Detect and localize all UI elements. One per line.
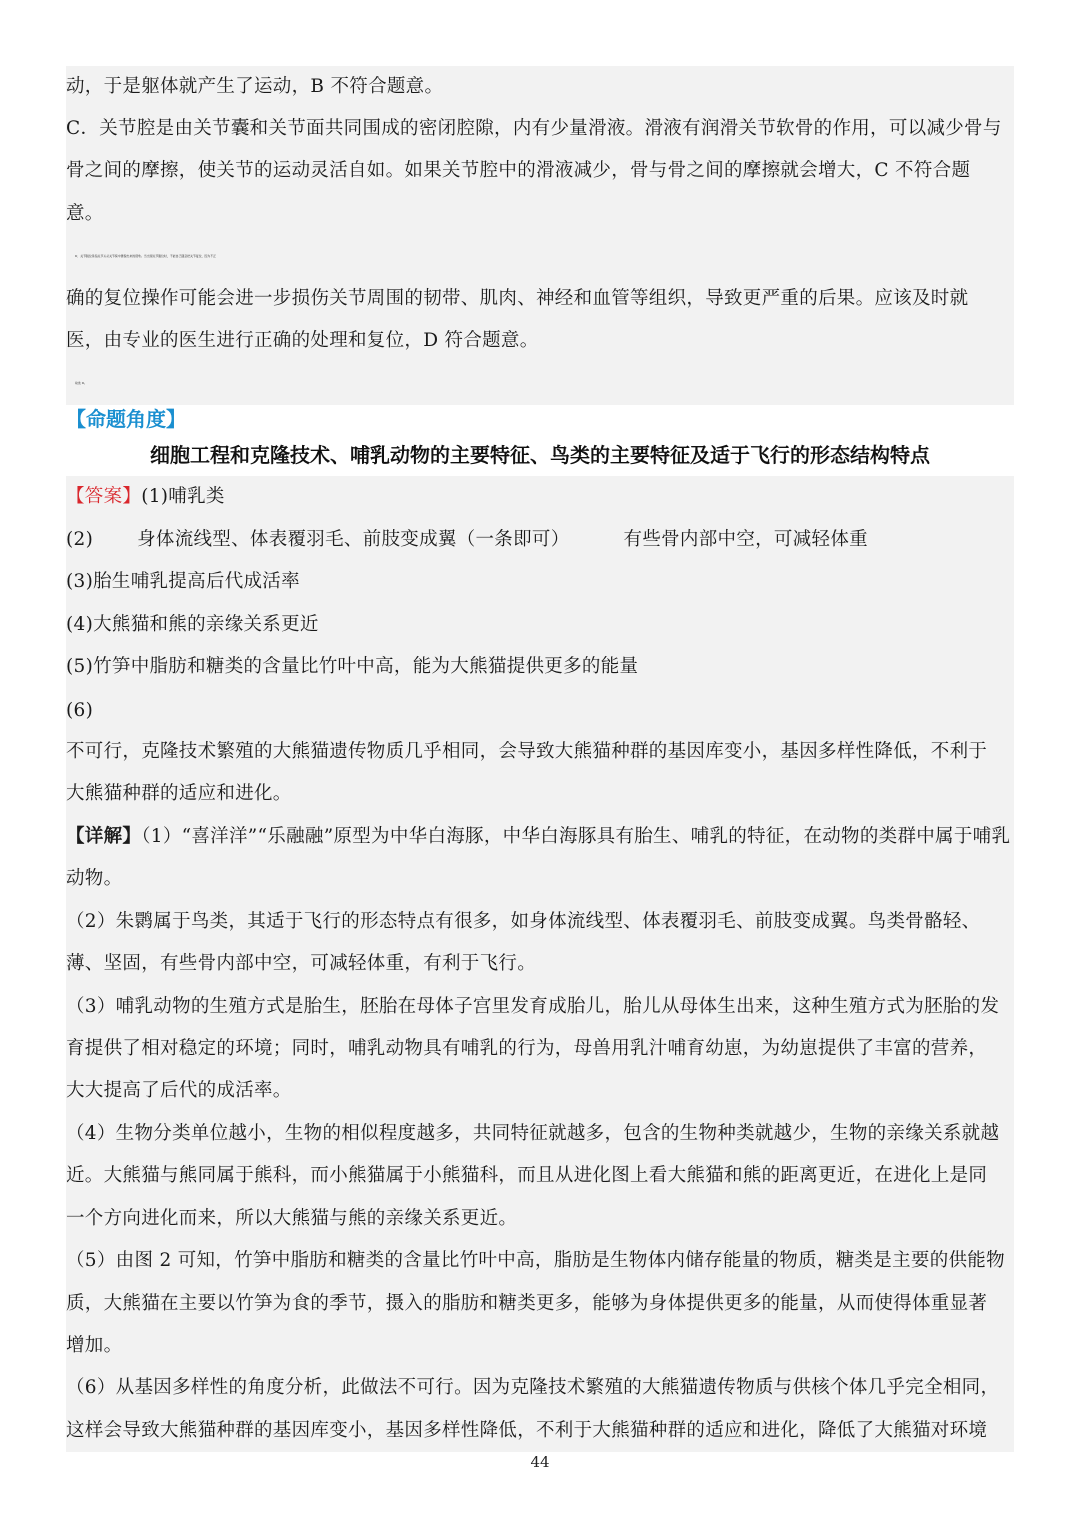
answer-label: 【答案】 <box>66 486 142 507</box>
detail-4-line3: 一个方向进化而来，所以大熊猫与熊的亲缘关系更近。 <box>66 1208 518 1229</box>
page-number: 44 <box>530 1453 550 1471</box>
detail-1-text: （1）“喜洋洋”“乐融融”原型为中华白海豚，中华白海豚具有胎生、哺乳的特征，在动物的类群中属于哺乳 <box>141 826 1011 847</box>
answer-2-number: (2) <box>66 529 94 550</box>
detail-3-line1: （3）哺乳动物的生殖方式是胎生，胚胎在母体子宫里发育成胎儿，胎儿从母体生出来，这种生殖方式为胚胎的发 <box>66 996 1000 1017</box>
text-line: 确的复位操作可能会进一步损伤关节周围的韧带、肌肉、神经和血管等组织，导致更严重的后果。应该及时就 <box>66 288 969 309</box>
text-line: C．关节腔是由关节囊和关节面共同围成的密闭腔隙，内有少量滑液。滑液有润滑关节软骨的作用，可以减少骨与 <box>66 118 1002 139</box>
answer-6-line1: 不可行，克隆技术繁殖的大熊猫遗传物质几乎相同，会导致大熊猫种群的基因库变小，基因多样性降低，不利于 <box>66 741 988 762</box>
detail-3-line2: 育提供了相对稳定的环境；同时，哺乳动物具有哺乳的行为，母兽用乳汁哺育幼崽，为幼崽提供了丰富的营养， <box>66 1038 988 1059</box>
answer-4: (4)大熊猫和熊的亲缘关系更近 <box>66 614 319 635</box>
detail-6-line1: （6）从基因多样性的角度分析，此做法不可行。因为克隆技术繁殖的大熊猫遗传物质与供核个体几乎完全相同， <box>66 1377 1000 1398</box>
detail-1-line1 <box>66 825 1014 849</box>
answer-2-part2: 有些骨内部中空，可减轻体重 <box>623 529 868 550</box>
detail-5-line3: 增加。 <box>66 1335 123 1356</box>
answer-2-part1: 身体流线型、体表覆羽毛、前肢变成翼（一条即可） <box>137 529 570 550</box>
detail-label: 【详解】 <box>66 826 142 847</box>
detail-6-line2: 这样会导致大熊猫种群的基因库变小，基因多样性降低，不利于大熊猫种群的适应和进化，降低了大熊猫对环境 <box>66 1420 988 1441</box>
text-line: 动，于是躯体就产生了运动，B 不符合题意。 <box>66 76 444 97</box>
answer-6-number: (6) <box>66 700 94 721</box>
detail-2-line1: （2）朱鹮属于鸟类，其适于飞行的形态特点有很多，如身体流线型、体表覆羽毛、前肢变成翼。鸟类骨骼轻、 <box>66 911 981 932</box>
detail-5-line2: 质，大熊猫在主要以竹笋为食的季节，摄入的脂肪和糖类更多，能够为身体提供更多的能量，从而使得体重显著 <box>66 1293 988 1314</box>
answer-6-line2: 大熊猫种群的适应和进化。 <box>66 783 292 804</box>
conclusion-line: 故选 D。 <box>75 381 87 385</box>
section-heading: 【命题角度】 <box>66 407 186 431</box>
detail-1-line2: 动物。 <box>66 868 123 889</box>
detail-2-line2: 薄、坚固，有些骨内部中空，可减轻体重，有利于飞行。 <box>66 953 537 974</box>
answer-1: (1)哺乳类 <box>141 486 225 507</box>
answer-3: (3)胎生哺乳提高后代成活率 <box>66 571 300 592</box>
answer-line-1 <box>66 485 1014 509</box>
answer-5: (5)竹笋中脂肪和糖类的含量比竹叶中高，能为大熊猫提供更多的能量 <box>66 656 639 677</box>
detail-4-line2: 近。大熊猫与熊同属于熊科，而小熊猫属于小熊猫科，而且从进化图上看大熊猫和熊的距离更近，在进化上是同 <box>66 1165 988 1186</box>
detail-5-line1: （5）由图 2 可知，竹笋中脂肪和糖类的含量比竹叶中高，脂肪是生物体内储存能量的物质，糖类是主要的供能物 <box>66 1250 1005 1271</box>
detail-3-line3: 大大提高了后代的成活率。 <box>66 1080 292 1101</box>
text-line: 医，由专业的医生进行正确的处理和复位，D 符合题意。 <box>66 330 539 351</box>
text-line: 意。 <box>66 203 104 224</box>
answer-line-2 <box>66 528 1014 552</box>
option-d-line: D．关节脱位是指关节头从关节窝中滑脱出来的现象。当出现关节脱位时，不能自己随意把关节复位，因为不正 <box>75 254 217 258</box>
text-line: 骨之间的摩擦，使关节的运动灵活自如。如果关节腔中的滑液减少，骨与骨之间的摩擦就会增大，C 不符合题 <box>66 160 971 181</box>
detail-4-line1: （4）生物分类单位越小，生物的相似程度越多，共同特征就越多，包含的生物种类就越少，生物的亲缘关系就越 <box>66 1123 1000 1144</box>
section-subtitle: 细胞工程和克隆技术、哺乳动物的主要特征、鸟类的主要特征及适于飞行的形态结构特点 <box>150 443 930 467</box>
